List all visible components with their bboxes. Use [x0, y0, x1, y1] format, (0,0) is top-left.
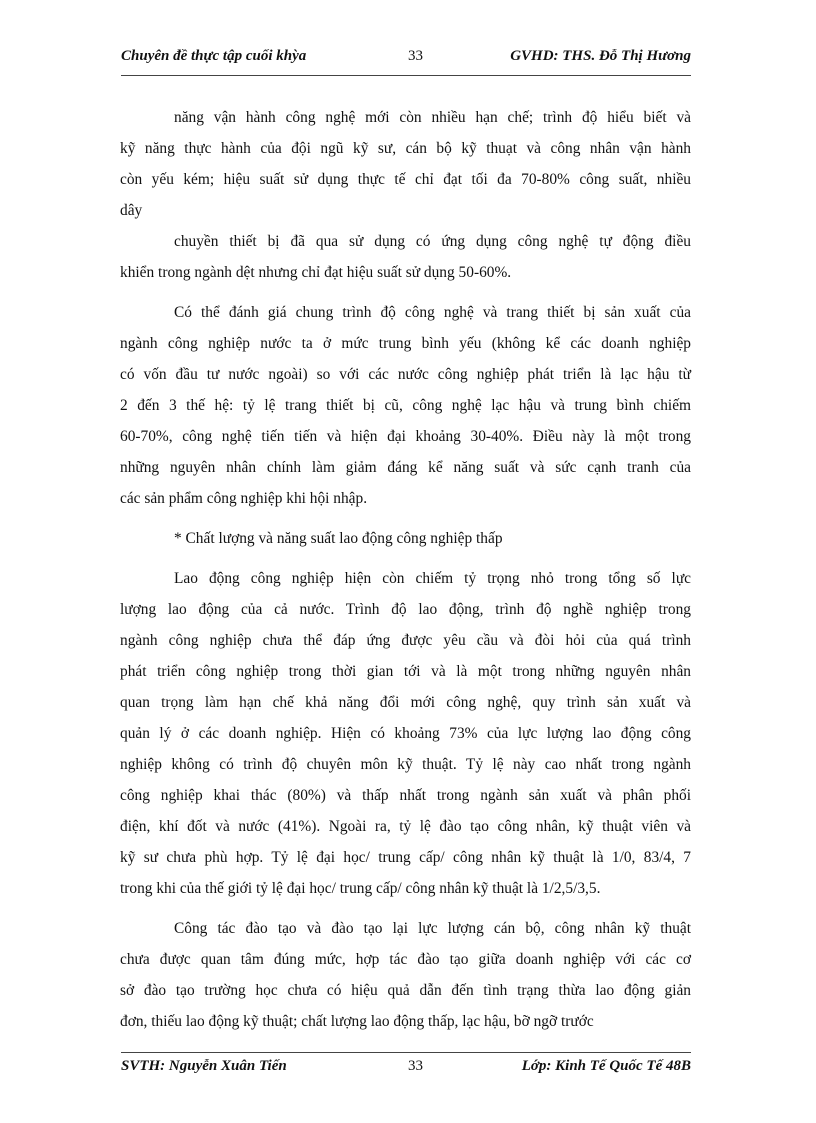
page-header [121, 48, 691, 74]
text-line: ngành công nghiệp nước ta ở mức trung bình yếu (không kể các doanh nghiệp [120, 335, 691, 352]
header-supervisor: GVHD: THS. Đỗ Thị Hương [510, 48, 691, 64]
paragraph [120, 913, 691, 1037]
header-page-number: 33 [408, 48, 423, 64]
text-line: kỹ sư chưa phù hợp. Tỷ lệ đại học/ trung cấp/ công nhân kỹ thuật là 1/0, 83/4, 7 [120, 849, 691, 866]
header-rule [121, 75, 691, 76]
paragraph [120, 226, 691, 288]
text-line: lượng lao động của cả nước. Trình độ lao động, trình độ nghề nghiệp trong [120, 601, 691, 618]
header-document-title: Chuyên đề thực tập cuối khỳa [121, 48, 307, 64]
footer-student-name: SVTH: Nguyễn Xuân Tiến [121, 1058, 287, 1074]
paragraph [120, 523, 691, 554]
text-line: Lao động công nghiệp hiện còn chiếm tỷ trọng nhỏ trong tổng số lực [174, 570, 691, 587]
text-line: 60-70%, công nghệ tiến tiến và hiện đại khoảng 30-40%. Điều này là một trong [120, 428, 691, 445]
text-line: Có thể đánh giá chung trình độ công nghệ và trang thiết bị sản xuất của [174, 304, 691, 321]
text-line: 2 đến 3 thế hệ: tỷ lệ trang thiết bị cũ, công nghệ lạc hậu và trung bình chiếm [120, 397, 691, 414]
text-line: chuyền thiết bị đã qua sử dụng có ứng dụng công nghệ tự động điều [174, 233, 691, 250]
page-body [120, 102, 691, 1037]
text-line: trong khi của thế giới tỷ lệ đại học/ trung cấp/ công nhân kỹ thuật là 1/2,5/3,5. [120, 880, 601, 897]
text-line: quan trọng làm hạn chế khả năng đổi mới công nghệ, quy trình sản xuất và [120, 694, 691, 711]
paragraph [120, 297, 691, 514]
text-line: Công tác đào tạo và đào tạo lại lực lượng cán bộ, công nhân kỹ thuật [174, 920, 691, 937]
text-line: dây [120, 202, 143, 219]
text-line: * Chất lượng và năng suất lao động công nghiệp thấp [174, 530, 503, 547]
text-line: đơn, thiếu lao động kỹ thuật; chất lượng lao động thấp, lạc hậu, bỡ ngỡ trước [120, 1013, 594, 1030]
text-line: nghiệp không có trình độ chuyên môn kỹ thuật. Tỷ lệ này cao nhất trong ngành [120, 756, 691, 773]
paragraph [120, 102, 691, 226]
text-line: công nghiệp khai thác (80%) và thấp nhất trong ngành sản xuất và phân phối [120, 787, 691, 804]
text-line: các sản phẩm công nghiệp khi hội nhập. [120, 490, 368, 507]
text-line: sở đào tạo trường học chưa có hiệu quả dẫn đến tình trạng thừa lao động giản [120, 982, 691, 999]
text-line: còn yếu kém; hiệu suất sử dụng thực tế chỉ đạt tối đa 70-80% công suất, nhiều [120, 171, 691, 188]
text-line: quản lý ở các doanh nghiệp. Hiện có khoảng 73% của lực lượng lao động công [120, 725, 691, 742]
footer-page-number: 33 [408, 1058, 423, 1074]
footer-rule [121, 1052, 691, 1053]
text-line: năng vận hành công nghệ mới còn nhiều hạn chế; trình độ hiểu biết và [174, 109, 691, 126]
text-line: có vốn đầu tư nước ngoài) so với các nước công nghiệp phát triển là lạc hậu từ [120, 366, 691, 383]
text-line: kỹ năng thực hành của đội ngũ kỹ sư, cán bộ kỹ thuạt và công nhân vận hành [120, 140, 691, 157]
page-footer [121, 1058, 691, 1084]
text-line: điện, khí đốt và nước (41%). Ngoài ra, tỷ lệ đào tạo công nhân, kỹ thuật viên và [120, 818, 691, 835]
text-line: chưa được quan tâm đúng mức, hợp tác đào tạo giữa doanh nghiệp với các cơ [120, 951, 691, 968]
text-line: khiển trong ngành dệt nhưng chỉ đạt hiệu suất sử dụng 50-60%. [120, 264, 512, 281]
text-line: phát triển công nghiệp trong thời gian tới và là một trong những nguyên nhân [120, 663, 691, 680]
footer-class-name: Lớp: Kinh Tế Quốc Tế 48B [521, 1058, 691, 1074]
paragraph [120, 563, 691, 904]
text-line: ngành công nghiệp chưa thể đáp ứng được yêu cầu và đòi hỏi của quá trình [120, 632, 691, 649]
text-line: những nguyên nhân chính làm giảm đáng kể năng suất và sức cạnh tranh của [120, 459, 691, 476]
